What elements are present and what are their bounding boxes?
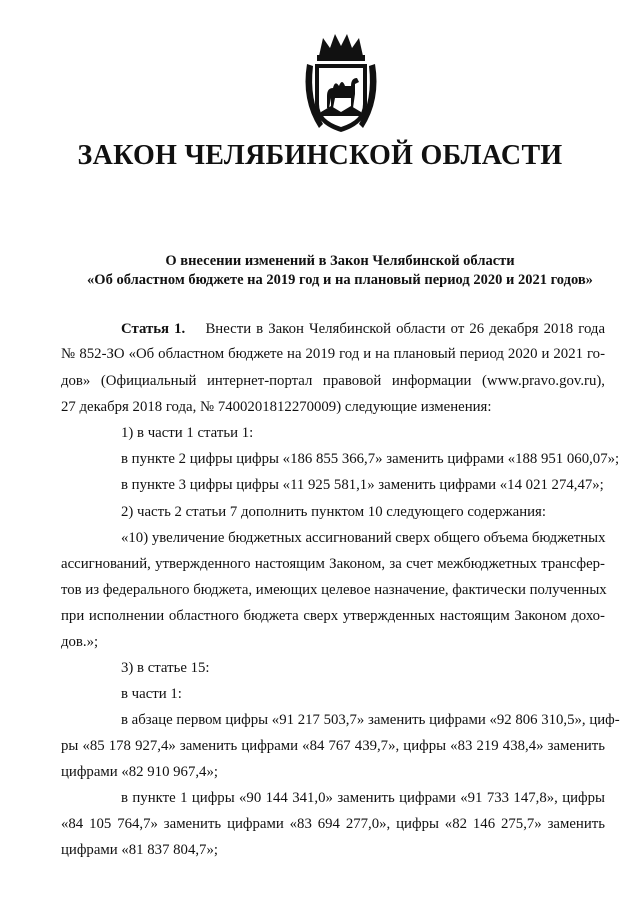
article-line: в пункте 1 цифры «90 144 341,0» заменить цифрами «91 733 147,8», цифры <box>121 790 605 806</box>
article-line: тов из федерального бюджета, имеющих целевое назначение, фактически полученных <box>61 582 607 598</box>
article-line: цифрами «82 910 967,4»; <box>61 764 218 780</box>
article-text: Внести в Закон Челябинской области от 26 декабря 2018 года <box>205 321 606 337</box>
subtitle-line: «Об областном бюджете на 2019 год и на плановый период 2020 и 2021 годов» <box>87 272 593 288</box>
article-line: 27 декабря 2018 года, № 7400201812270009) следующие изменения: <box>61 399 492 415</box>
article-line: в пункте 3 цифры цифры «11 925 581,1» заменить цифрами «14 021 274,47»; <box>121 477 604 493</box>
article-line: «10) увеличение бюджетных ассигнований сверх общего объема бюджетных <box>121 530 606 546</box>
article-line: цифрами «81 837 804,7»; <box>61 842 218 858</box>
article-line: 2) часть 2 статьи 7 дополнить пунктом 10 следующего содержания: <box>121 504 546 520</box>
document-title: ЗАКОН ЧЕЛЯБИНСКОЙ ОБЛАСТИ <box>77 140 563 171</box>
article-first-line <box>121 319 605 339</box>
article-line: ры «85 178 927,4» заменить цифрами «84 767 439,7», цифры «83 219 438,4» заменить <box>61 738 605 754</box>
article-line: в абзаце первом цифры «91 217 503,7» заменить цифрами «92 806 310,5», циф- <box>121 712 620 728</box>
article-line: 1) в части 1 статьи 1: <box>121 425 254 441</box>
article-label: Статья 1. <box>121 321 186 337</box>
article-line: «84 105 764,7» заменить цифрами «83 694 277,0», цифры «82 146 275,7» заменить <box>61 816 605 832</box>
article-line: при исполнении областного бюджета сверх утвержденных настоящим Законом дохо- <box>61 608 605 624</box>
article-line: в пункте 2 цифры цифры «186 855 366,7» заменить цифрами «188 951 060,07»; <box>121 451 620 467</box>
article-line: в части 1: <box>121 686 182 702</box>
article-line: № 852-ЗО «Об областном бюджете на 2019 год и на плановый период 2020 и 2021 го- <box>61 346 605 362</box>
article-line: ассигнований, утвержденного настоящим Законом, за счет межбюджетных трансфер- <box>61 556 605 572</box>
coat-of-arms-icon <box>297 30 385 138</box>
article-line: 3) в статье 15: <box>121 660 210 676</box>
article-line: дов» (Официальный интернет-портал правовой информации (www.pravo.gov.ru), <box>61 373 605 389</box>
article-line: дов.»; <box>61 634 99 650</box>
document-subtitle <box>40 252 640 290</box>
subtitle-line: О внесении изменений в Закон Челябинской области <box>165 253 515 269</box>
